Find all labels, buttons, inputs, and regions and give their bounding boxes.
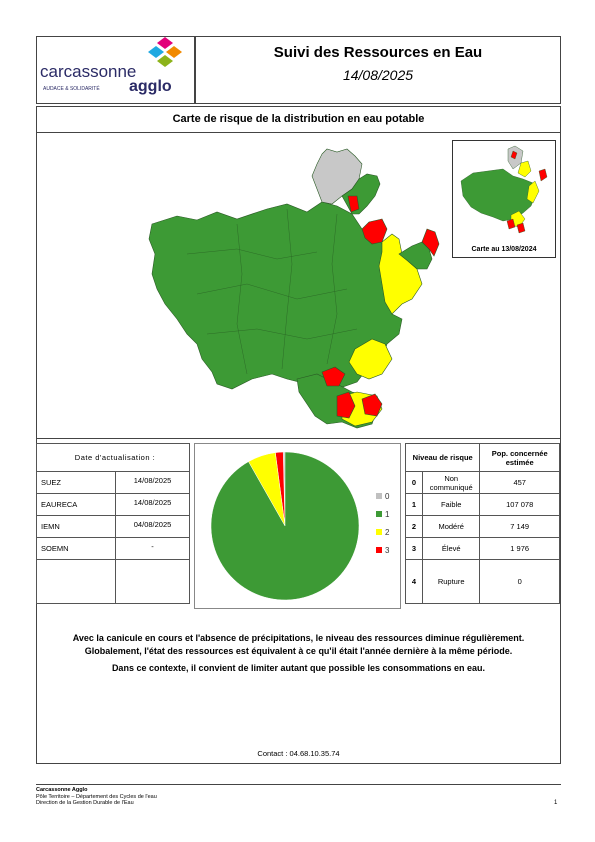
table-row — [406, 472, 560, 494]
footer-department: Pôle Territoire – Département des Cycles de l'eau — [36, 793, 157, 800]
table-row — [406, 516, 560, 538]
legend-label-0: 0 — [385, 492, 390, 501]
legend-swatch-3 — [376, 547, 382, 553]
logo-sub-text: agglo — [129, 78, 172, 95]
footer-direction: Direction de la Gestion Durable de l'Eau — [36, 800, 134, 806]
operator-date: 14/08/2025 — [116, 472, 190, 494]
risk-level-label: Non communiqué — [423, 472, 480, 494]
header-title-box — [195, 36, 561, 104]
risk-level-pop: 1 976 — [480, 538, 560, 560]
table-row — [406, 560, 560, 604]
inset-map-svg — [453, 141, 555, 237]
table-row — [37, 516, 190, 538]
divider — [36, 438, 561, 439]
carcassonne-agglo-logo — [37, 37, 194, 103]
inset-map-2024 — [452, 140, 556, 258]
risk-level-number: 4 — [406, 560, 423, 604]
risk-header-pop: Pop. concernée estimée — [480, 444, 560, 472]
risk-level-pop: 7 149 — [480, 516, 560, 538]
operator-name: SUEZ — [37, 472, 116, 494]
table-row — [37, 472, 190, 494]
risk-level-number: 2 — [406, 516, 423, 538]
footer — [36, 787, 157, 807]
operator-date: 14/08/2025 — [116, 494, 190, 516]
table-row — [37, 538, 190, 560]
operators-table — [36, 443, 190, 604]
inset-map-label: Carte au 13/08/2024 — [471, 246, 537, 253]
message-line-3: Dans ce contexte, il convient de limiter autant que possible les consommations en eau. — [111, 663, 486, 673]
legend-swatch-1 — [376, 511, 382, 517]
operator-name: EAURECA — [37, 494, 116, 516]
message-line-1: Avec la canicule en cours et l'absence de précipitations, le niveau des ressources diminue régulièrement. — [72, 633, 525, 643]
risk-level-label: Modéré — [423, 516, 480, 538]
risk-level-label: Faible — [423, 494, 480, 516]
logo-tagline: AUDACE & SOLIDARITÉ — [43, 86, 100, 92]
operator-date: 04/08/2025 — [116, 516, 190, 538]
footer-divider — [36, 784, 561, 785]
footer-org: Carcassonne Agglo — [36, 787, 88, 793]
table-row — [37, 560, 190, 604]
table-row — [37, 494, 190, 516]
operator-name: SOEMN — [37, 538, 116, 560]
operator-date — [116, 560, 190, 604]
table-row — [406, 538, 560, 560]
operator-name: IEMN — [37, 516, 116, 538]
page-number: 1 — [554, 800, 558, 806]
logo-main-text: carcassonne — [40, 62, 137, 81]
risk-level-pop: 457 — [480, 472, 560, 494]
map-title: Carte de risque de la distribution en eau potable — [36, 106, 561, 133]
page-title: Suivi des Ressources en Eau — [273, 44, 483, 61]
risk-level-label: Rupture — [423, 560, 480, 604]
legend-swatch-2 — [376, 529, 382, 535]
logo-box — [36, 36, 195, 104]
operators-header: Date d'actualisation : — [37, 444, 190, 472]
risk-level-pop: 0 — [480, 560, 560, 604]
risk-header-level: Niveau de risque — [406, 444, 480, 472]
risk-level-number: 1 — [406, 494, 423, 516]
risk-level-label: Élevé — [423, 538, 480, 560]
operator-name — [37, 560, 116, 604]
report-date: 14/08/2025 — [342, 67, 414, 83]
message-line-2: Globalement, l'état des ressources est équivalent à ce qu'il était l'année dernière à la même période. — [84, 646, 513, 656]
legend-swatch-0 — [376, 493, 382, 499]
legend-label-3: 3 — [385, 546, 390, 555]
risk-level-number: 3 — [406, 538, 423, 560]
legend-label-2: 2 — [385, 528, 390, 537]
pie-chart — [194, 443, 401, 609]
risk-level-number: 0 — [406, 472, 423, 494]
table-row — [406, 494, 560, 516]
pie-slice-1 — [211, 452, 359, 600]
contact-info: Contact : 04.68.10.35.74 — [257, 749, 340, 758]
operator-date: - — [116, 538, 190, 560]
legend-label-1: 1 — [385, 510, 390, 519]
pie-chart-svg — [195, 444, 400, 608]
risk-table — [405, 443, 560, 604]
summary-message — [40, 632, 557, 675]
risk-level-pop: 107 078 — [480, 494, 560, 516]
